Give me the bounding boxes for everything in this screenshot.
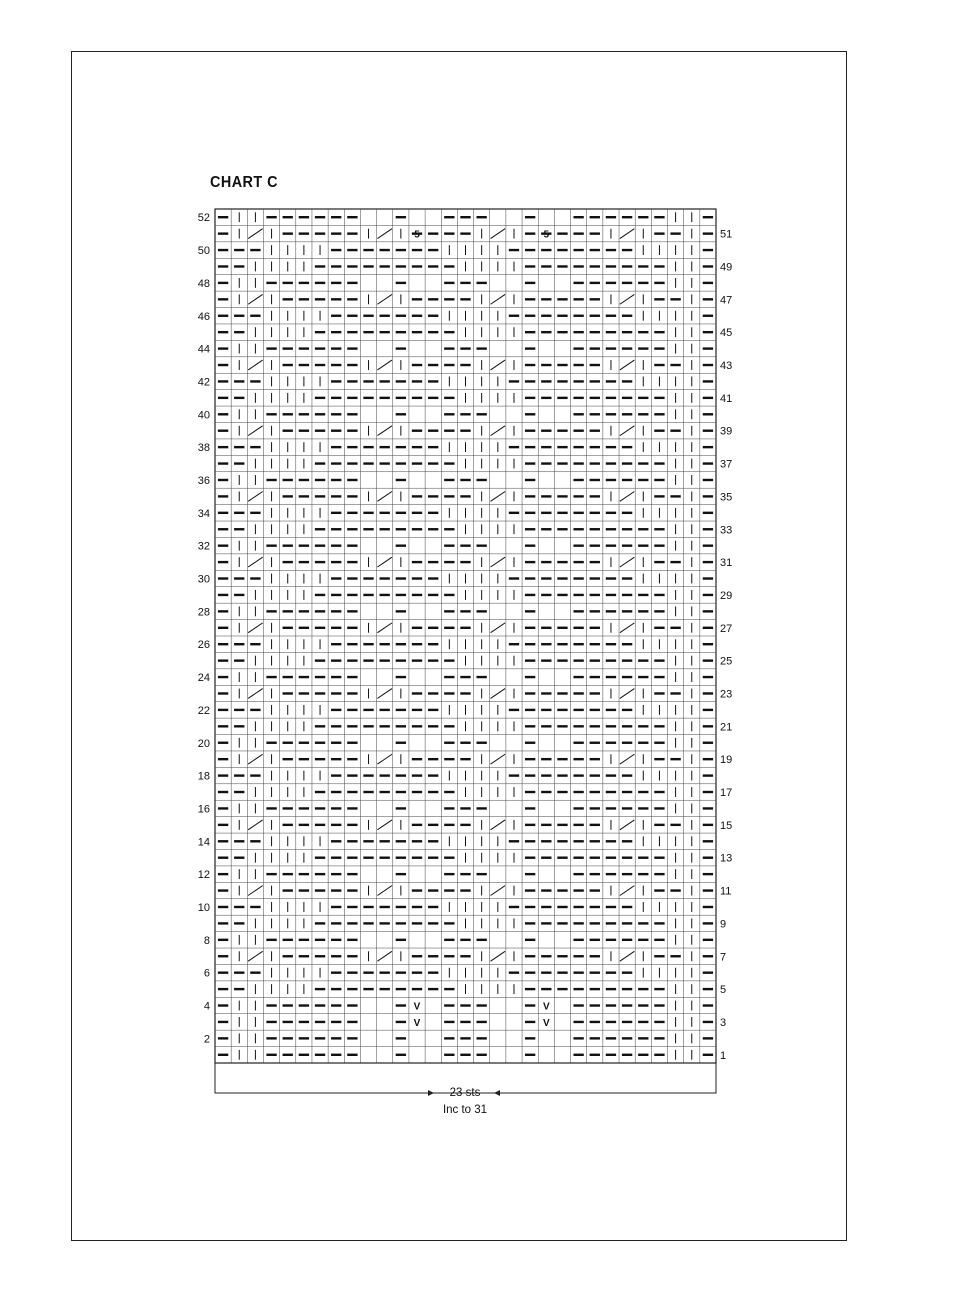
row-number-right: 25 xyxy=(720,655,733,668)
row-number-left: 6 xyxy=(203,967,210,980)
cable-symbol xyxy=(491,820,506,830)
cable-symbol xyxy=(248,886,263,896)
row-number-left: 4 xyxy=(203,1000,210,1013)
cable-symbol xyxy=(248,426,263,436)
row-number-right: 7 xyxy=(720,951,727,964)
cable-symbol xyxy=(491,557,506,567)
row-number-left: 12 xyxy=(197,869,210,882)
row-number-right: 13 xyxy=(720,852,733,865)
row-number-left: 52 xyxy=(197,212,210,225)
cable-symbol xyxy=(620,229,635,239)
row-number-left: 50 xyxy=(197,245,210,258)
row-number-right: 37 xyxy=(720,458,733,471)
row-number-right: 35 xyxy=(720,491,733,504)
row-number-left: 32 xyxy=(197,540,210,553)
cable-symbol xyxy=(620,886,635,896)
row-number-left: 28 xyxy=(197,606,210,619)
cable-symbol xyxy=(377,491,392,501)
row-number-right: 15 xyxy=(720,819,733,832)
row-number-right: 1 xyxy=(720,1049,727,1062)
cable-symbol xyxy=(377,294,392,304)
row-number-right: 27 xyxy=(720,622,733,635)
row-number-right: 3 xyxy=(720,1016,727,1029)
cable-symbol xyxy=(620,820,635,830)
row-number-right: 21 xyxy=(720,721,733,734)
cable-symbol xyxy=(377,229,392,239)
row-number-right: 23 xyxy=(720,688,733,701)
cable-symbol xyxy=(248,360,263,370)
row-number-left: 2 xyxy=(203,1033,210,1046)
row-numbers xyxy=(198,212,733,1062)
row-number-right: 43 xyxy=(720,360,733,373)
cable-symbol xyxy=(491,689,506,699)
increase-note-label: Inc to 31 xyxy=(442,1104,488,1116)
row-number-left: 16 xyxy=(197,803,210,816)
cable-symbol xyxy=(377,951,392,961)
cable-symbol xyxy=(248,689,263,699)
cable-symbol xyxy=(491,229,506,239)
cable-symbol xyxy=(491,754,506,764)
cable-symbol xyxy=(377,754,392,764)
row-number-right: 19 xyxy=(720,754,733,767)
row-number-left: 18 xyxy=(197,770,210,783)
row-number-left: 10 xyxy=(197,901,210,914)
cable-symbol xyxy=(248,623,263,633)
cable-symbol xyxy=(377,426,392,436)
row-number-left: 20 xyxy=(197,737,210,750)
cable-symbol xyxy=(248,229,263,239)
cable-symbol xyxy=(491,360,506,370)
stitch-count-label: 23 sts xyxy=(449,1087,481,1099)
row-number-right: 47 xyxy=(720,294,733,307)
cable-symbol xyxy=(491,623,506,633)
row-number-right: 33 xyxy=(720,524,733,537)
cable-symbol xyxy=(491,294,506,304)
row-number-left: 38 xyxy=(197,442,210,455)
cable-symbol xyxy=(248,754,263,764)
cable-symbol xyxy=(620,426,635,436)
cable-symbol xyxy=(377,360,392,370)
cable-symbol xyxy=(248,294,263,304)
cable-symbol xyxy=(377,689,392,699)
cable-symbol xyxy=(620,689,635,699)
chart-title: CHART C xyxy=(210,174,278,191)
cable-symbol xyxy=(620,360,635,370)
row-number-left: 34 xyxy=(197,507,210,520)
row-number-right: 5 xyxy=(720,984,727,997)
cable-symbol xyxy=(620,951,635,961)
cable-symbol xyxy=(377,886,392,896)
row-number-left: 26 xyxy=(197,639,210,652)
cable-symbol xyxy=(248,557,263,567)
increase-symbol: V xyxy=(542,1001,550,1013)
increase-symbol: V xyxy=(413,1001,421,1013)
cable-symbol xyxy=(491,491,506,501)
cable-symbol xyxy=(377,623,392,633)
decrease-5-symbol: 5 xyxy=(543,229,550,241)
cable-symbol xyxy=(620,623,635,633)
row-number-left: 40 xyxy=(197,409,210,422)
cable-symbol xyxy=(491,951,506,961)
row-number-right: 11 xyxy=(720,885,732,898)
row-number-left: 48 xyxy=(197,277,210,290)
cable-symbol xyxy=(620,491,635,501)
row-number-right: 51 xyxy=(720,228,733,241)
row-number-right: 39 xyxy=(720,425,733,438)
decrease-5-symbol: 5 xyxy=(414,229,420,241)
row-number-left: 42 xyxy=(197,376,210,389)
row-number-right: 45 xyxy=(720,327,733,340)
row-number-right: 41 xyxy=(720,392,733,405)
row-number-left: 22 xyxy=(197,704,210,717)
cable-symbol xyxy=(377,557,392,567)
increase-symbol: V xyxy=(413,1017,421,1029)
row-number-right: 49 xyxy=(720,261,733,274)
cable-symbol xyxy=(491,426,506,436)
row-number-right: 29 xyxy=(720,589,733,602)
increase-symbol: V xyxy=(542,1017,550,1029)
cable-symbol xyxy=(248,951,263,961)
cable-symbol xyxy=(248,820,263,830)
row-number-left: 8 xyxy=(203,934,210,947)
row-number-left: 36 xyxy=(197,474,210,487)
row-number-right: 9 xyxy=(720,918,727,931)
row-number-left: 46 xyxy=(197,310,210,323)
cable-symbol xyxy=(248,491,263,501)
cable-symbol xyxy=(620,557,635,567)
cable-symbol xyxy=(620,754,635,764)
row-number-left: 44 xyxy=(197,343,210,356)
row-number-left: 30 xyxy=(197,573,210,586)
cable-symbol xyxy=(620,294,635,304)
row-number-left: 14 xyxy=(197,836,210,849)
row-number-left: 24 xyxy=(197,672,210,685)
row-number-right: 31 xyxy=(720,557,733,570)
cable-symbol xyxy=(377,820,392,830)
cable-symbol xyxy=(491,886,506,896)
row-number-right: 17 xyxy=(720,787,733,800)
